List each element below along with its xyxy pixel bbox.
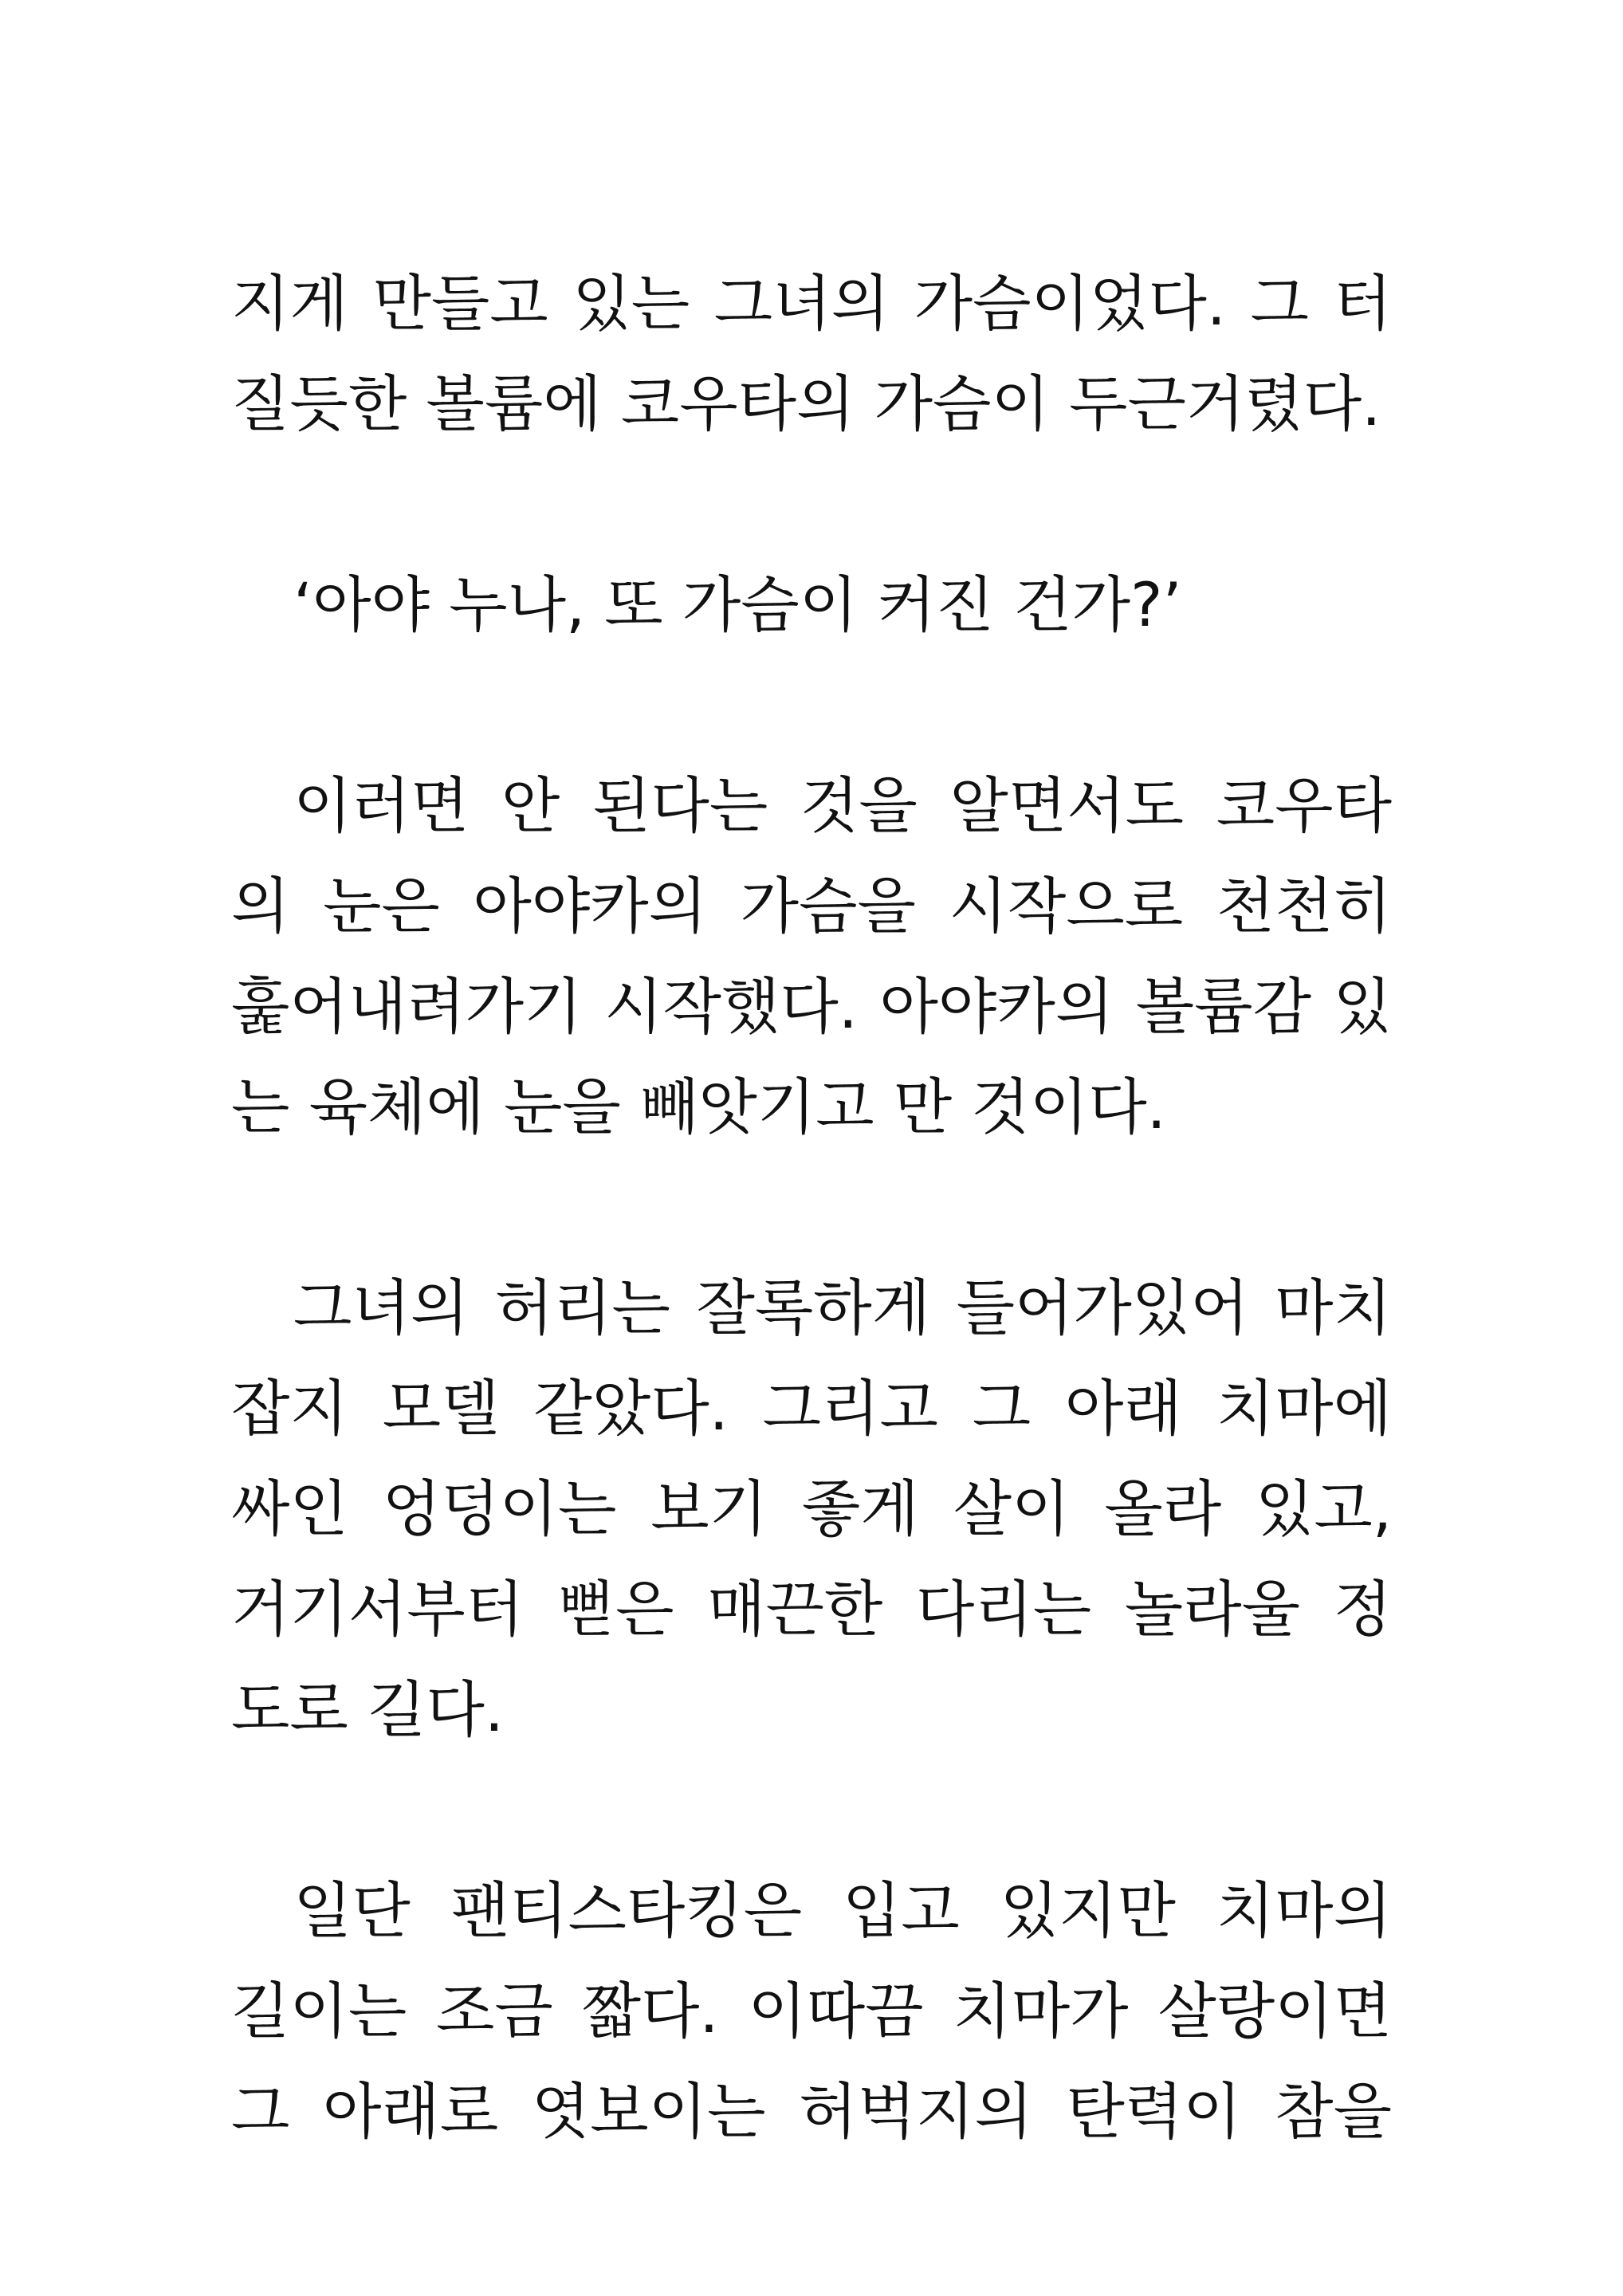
paragraph xyxy=(231,756,1392,1158)
body-text xyxy=(231,254,1392,2162)
text-line: 의 눈은 아야카의 가슴을 시작으로 천천히 xyxy=(231,871,1392,942)
text-line: 그녀의 허리는 잘록하게 들어가있어 마치 xyxy=(293,1272,1392,1343)
text-line: 거기서부터 뻗은 매끈한 다리는 놀라울 정 xyxy=(231,1574,1392,1645)
paragraph xyxy=(231,1258,1392,1760)
paragraph-gap xyxy=(231,655,1392,756)
text-line: 싸인 엉덩이는 보기 좋게 살이 올라 있고, xyxy=(231,1473,1392,1544)
text-line: 지게 만들고 있는 그녀의 가슴이었다. 그 터 xyxy=(231,268,1392,339)
text-line: 일단 팬티스타킹은 입고 있지만 치마의 xyxy=(293,1875,1392,1946)
paragraph-gap xyxy=(231,454,1392,555)
text-line: 는 육체에 눈을 빼앗기고 만 것이다. xyxy=(231,1071,1166,1142)
text-line: 그 아래로 엿보이는 허벅지의 탄력이 참을 xyxy=(231,2076,1392,2147)
text-line: 도로 길다. xyxy=(231,1674,504,1745)
paragraph xyxy=(231,254,1392,454)
text-line: 길이는 조금 짧다. 이따끔 치마가 살랑이면 xyxy=(231,1976,1392,2046)
paragraph xyxy=(231,1861,1392,2162)
text-line: 훑어내려가기 시작했다. 아야카의 볼륨감 있 xyxy=(231,971,1392,1042)
paragraph-gap xyxy=(231,1158,1392,1258)
paragraph-gap xyxy=(231,1760,1392,1861)
dialogue-line: ‘아야 누나, 또 가슴이 커진 건가?’ xyxy=(293,569,1182,640)
text-line: 잡지 모델 같았다. 그리고 그 아래 치마에 xyxy=(231,1373,1392,1444)
text-line: 질듯한 볼륨에 코우타의 가슴이 두근거렸다. xyxy=(231,368,1381,439)
text-line: 이러면 안 된다는 것을 알면서도 코우타 xyxy=(293,770,1392,841)
paragraph xyxy=(231,555,1392,655)
